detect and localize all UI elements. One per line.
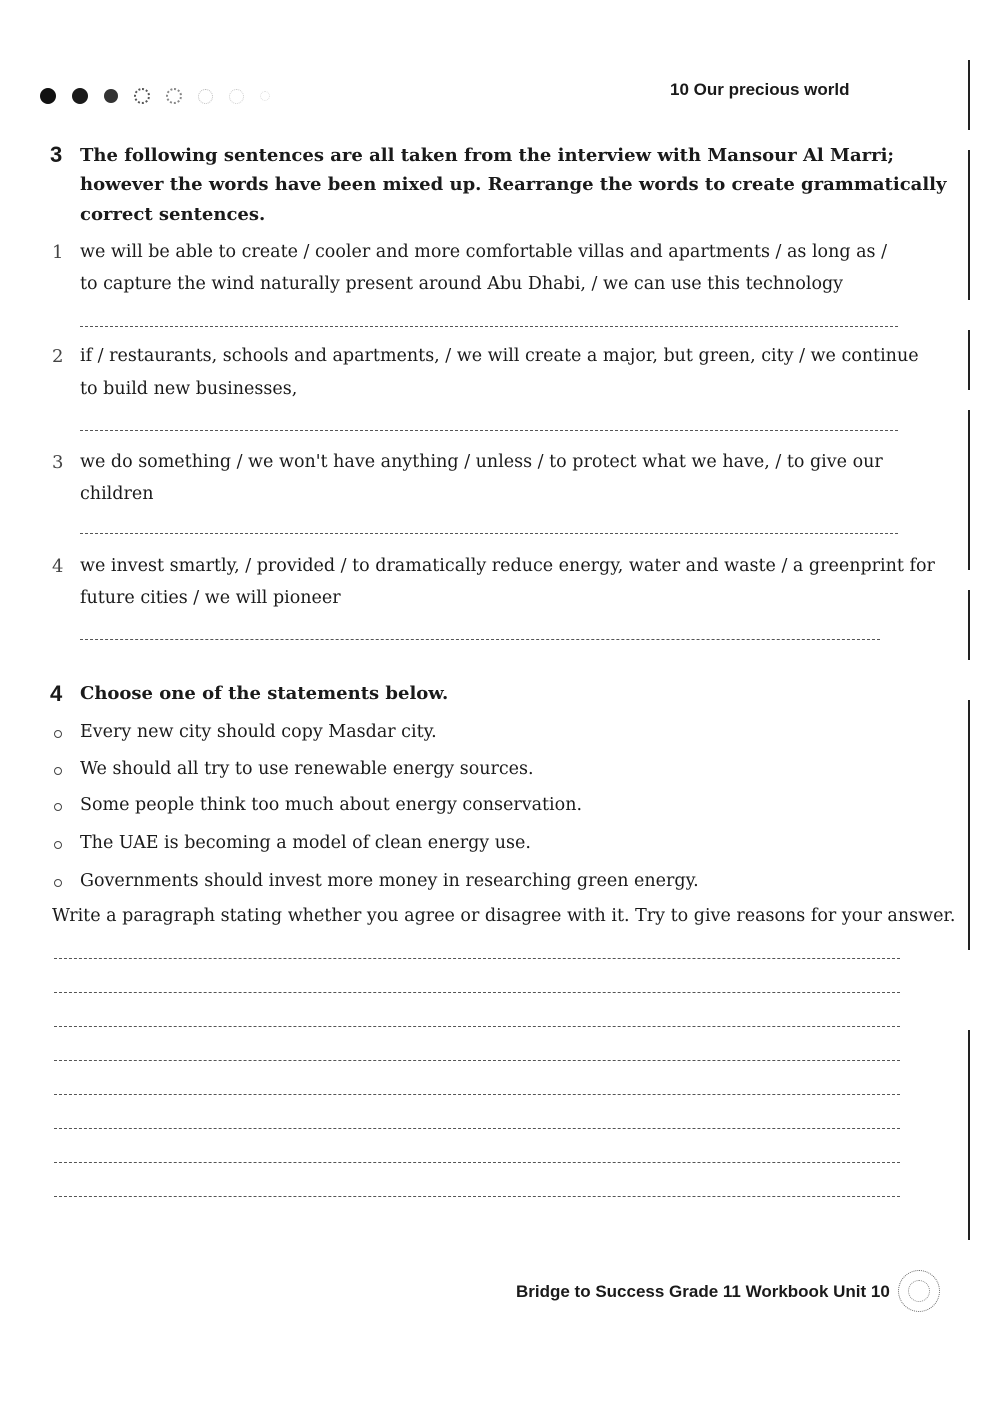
unit-title: 10 Our precious world (670, 80, 850, 99)
progress-dot-icon (198, 89, 213, 104)
paragraph-instruction: Write a paragraph stating whether you agree or disagree with it. Try to give reasons for your answer. (52, 906, 956, 926)
progress-dot-icon (229, 89, 244, 104)
item-number: 3 (52, 452, 64, 473)
page-edge-mark (968, 1030, 970, 1240)
scrambled-sentence: future cities / we will pioneer (80, 588, 341, 608)
item-number: 1 (52, 242, 64, 263)
progress-dot-icon (72, 88, 88, 104)
bullet-icon (54, 879, 62, 887)
progress-dot-icon (104, 89, 118, 103)
writing-line[interactable] (54, 992, 900, 993)
progress-dot-icon (134, 88, 150, 104)
seal-icon (898, 1270, 940, 1312)
statement-option[interactable]: We should all try to use renewable energy sources. (80, 759, 534, 779)
scrambled-sentence: to capture the wind naturally present around Abu Dhabi, / we can use this technology (80, 274, 844, 294)
footer-title: Bridge to Success Grade 11 Workbook Unit 10 (516, 1282, 890, 1301)
answer-line[interactable] (80, 430, 898, 431)
writing-line[interactable] (54, 958, 900, 959)
exercise-instruction: Choose one of the statements below. (80, 683, 449, 704)
bullet-icon (54, 841, 62, 849)
answer-line[interactable] (80, 533, 898, 534)
writing-line[interactable] (54, 1196, 900, 1197)
writing-line[interactable] (54, 1094, 900, 1095)
writing-line[interactable] (54, 1128, 900, 1129)
page-edge-mark (968, 410, 970, 570)
statement-option[interactable]: Every new city should copy Masdar city. (80, 722, 437, 742)
page-edge-mark (968, 590, 970, 660)
writing-line[interactable] (54, 1162, 900, 1163)
page-edge-mark (968, 150, 970, 300)
statement-option[interactable]: Governments should invest more money in researching green energy. (80, 871, 699, 891)
scrambled-sentence: we will be able to create / cooler and more comfortable villas and apartments / as long as / (80, 242, 887, 262)
progress-dots (40, 88, 270, 104)
writing-line[interactable] (54, 1026, 900, 1027)
statement-option[interactable]: Some people think too much about energy conservation. (80, 795, 583, 815)
exercise-instruction: however the words have been mixed up. Rearrange the words to create grammatically (80, 174, 947, 195)
page-edge-mark (968, 330, 970, 390)
answer-line[interactable] (80, 639, 880, 640)
answer-line[interactable] (80, 326, 898, 327)
item-number: 2 (52, 346, 64, 367)
exercise-instruction: The following sentences are all taken from the interview with Mansour Al Marri; (80, 145, 895, 166)
exercise-number: 4 (50, 681, 63, 706)
bullet-icon (54, 730, 62, 738)
scrambled-sentence: if / restaurants, schools and apartments, / we will create a major, but green, city / we continue (80, 346, 919, 366)
scrambled-sentence: to build new businesses, (80, 379, 298, 399)
exercise-number: 3 (50, 142, 63, 167)
progress-dot-icon (166, 88, 182, 104)
item-number: 4 (52, 556, 64, 577)
bullet-icon (54, 767, 62, 775)
page-edge-mark (968, 700, 970, 950)
bullet-icon (54, 803, 62, 811)
exercise-instruction: correct sentences. (80, 204, 266, 225)
progress-dot-icon (260, 91, 270, 101)
statement-option[interactable]: The UAE is becoming a model of clean energy use. (80, 833, 531, 853)
scrambled-sentence: we invest smartly, / provided / to dramatically reduce energy, water and waste / a greenprint for (80, 556, 935, 576)
scrambled-sentence: we do something / we won't have anything / unless / to protect what we have, / to give our (80, 452, 883, 472)
progress-dot-icon (40, 88, 56, 104)
page-edge-mark (968, 60, 970, 130)
scrambled-sentence: children (80, 484, 154, 504)
writing-line[interactable] (54, 1060, 900, 1061)
